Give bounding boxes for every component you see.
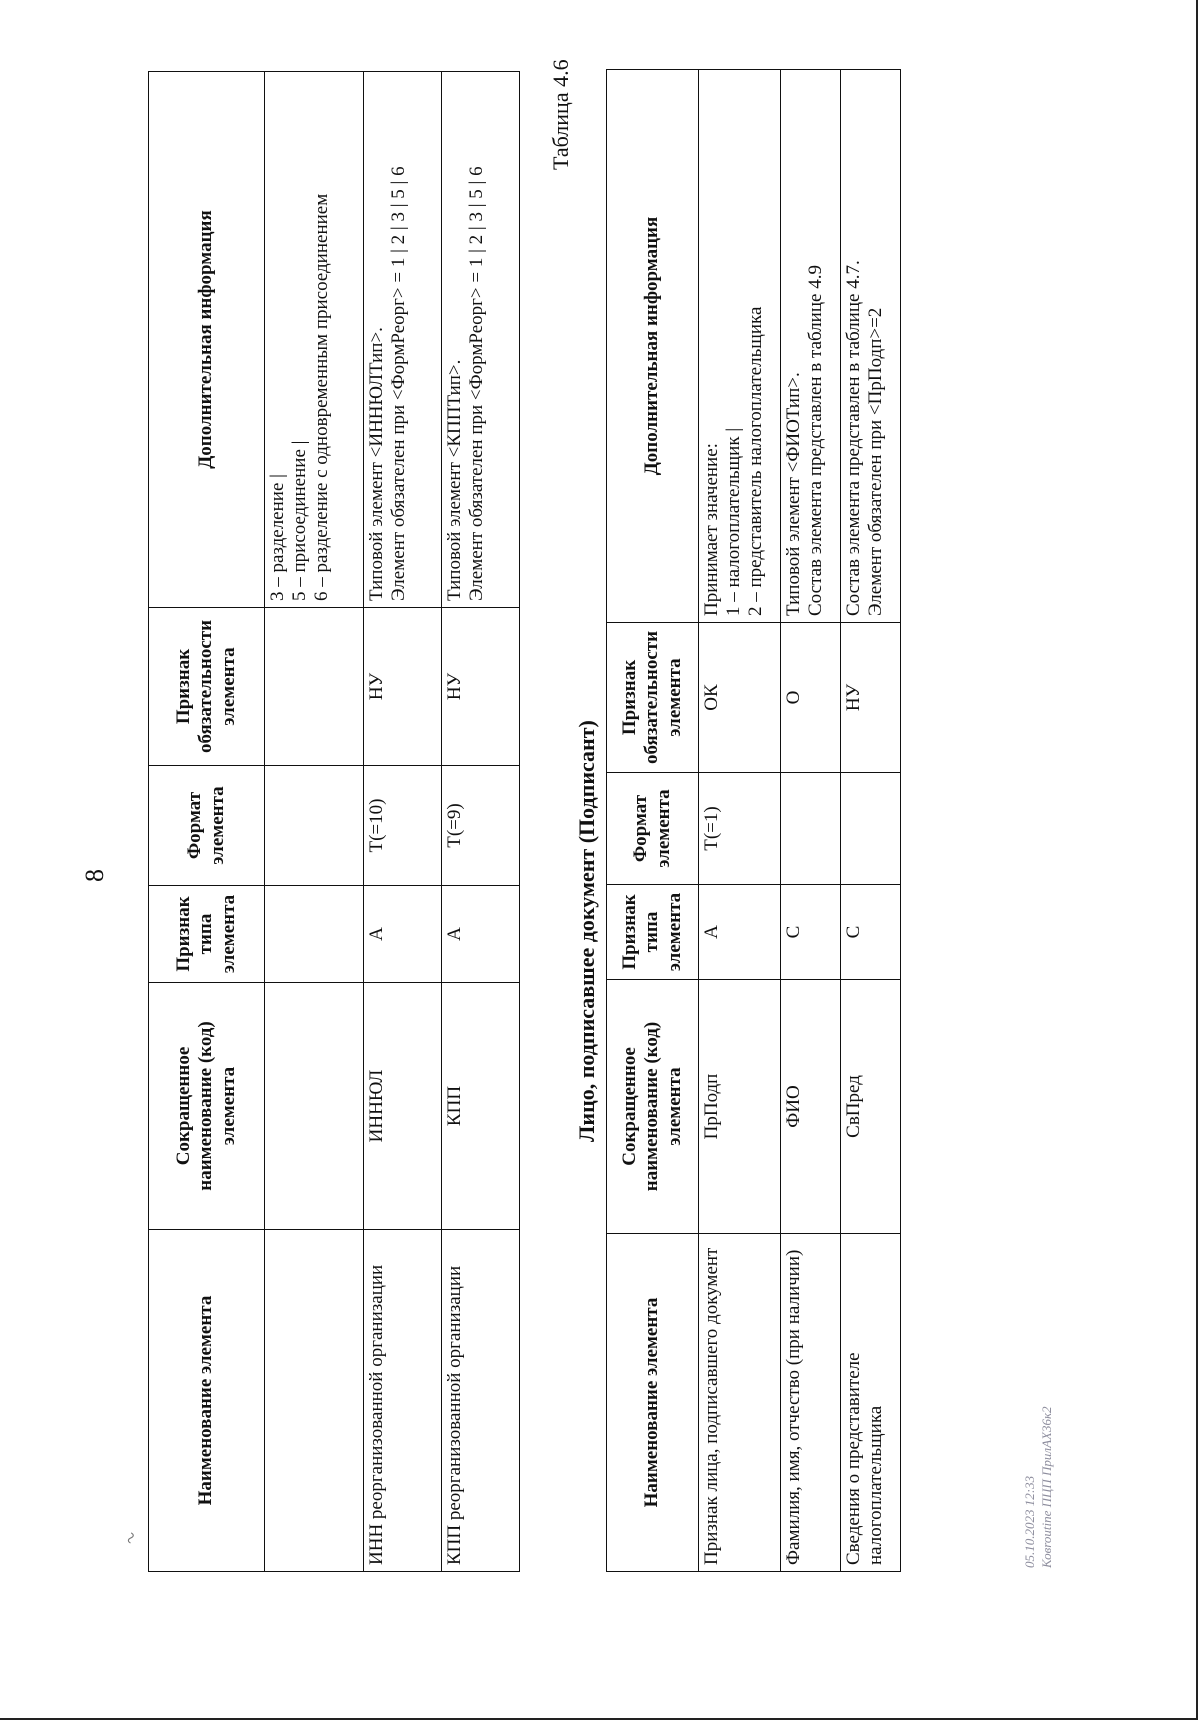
cell-required: НУ: [364, 608, 442, 766]
stamp-line: Ковroutine ПЦП ПрилАХ36к2: [1038, 1406, 1054, 1568]
table-row: [265, 72, 364, 1572]
info-line: Принимает значение:: [701, 443, 722, 616]
header-code: Сокращенное наименование (код) элемента: [607, 980, 699, 1234]
info-line: Элемент обязателен при <ПрПодп>=2: [865, 307, 887, 616]
cell-info: [442, 72, 520, 608]
cell-type: С: [781, 885, 841, 980]
cell-type: [265, 886, 364, 983]
cell-code: КПП: [442, 983, 520, 1230]
cell-name: КПП реорганизованной организации: [442, 1230, 520, 1572]
cell-required: НУ: [841, 623, 901, 773]
cell-format: T(=9): [442, 766, 520, 886]
table-row: [841, 70, 901, 1572]
cell-name: Фамилия, имя, отчество (при наличии): [781, 1234, 841, 1572]
table-row: [699, 70, 781, 1572]
info-line: Типовой элемент <КППТип>.: [444, 359, 465, 601]
info-line: 6 – разделение с одновременным присоединением: [311, 193, 333, 601]
cell-code: ПрПодп: [699, 980, 781, 1234]
cell-format: [265, 766, 364, 886]
header-type: Признак типа элемента: [149, 886, 265, 983]
cell-format: T(=1): [699, 773, 781, 885]
cell-type: А: [699, 885, 781, 980]
header-format: Формат элемента: [607, 773, 699, 885]
cell-format: [841, 773, 901, 885]
info-line: Типовой элемент <ФИОТип>.: [783, 372, 804, 616]
table-title: Лицо, подписавшее документ (Подписант): [574, 720, 599, 1142]
header-name: Наименование элемента: [607, 1234, 699, 1572]
header-info: Дополнительная информация: [149, 72, 265, 608]
cell-type: С: [841, 885, 901, 980]
stamp-line: 05.10.2023 12:33: [1022, 1475, 1037, 1568]
cell-format: T(=10): [364, 766, 442, 886]
header-required: Признак обязательности элемента: [607, 623, 699, 773]
pen-mark: ~: [116, 1527, 145, 1549]
info-line: 1 – налогоплательщик |: [723, 427, 745, 616]
table-caption: Таблица 4.6: [548, 59, 573, 170]
header-info: Дополнительная информация: [607, 70, 699, 623]
cell-required: НУ: [442, 608, 520, 766]
info-line: Типовой элемент <ИННЮЛТип>.: [366, 327, 387, 601]
header-type: Признак типа элемента: [607, 885, 699, 980]
cell-code: ФИО: [781, 980, 841, 1234]
header-format: Формат элемента: [149, 766, 265, 886]
cell-code: СвПред: [841, 980, 901, 1234]
cell-info: [841, 70, 901, 623]
info-line: Состав элемента представлен в таблице 4.7.: [843, 260, 864, 616]
table-header-row: [149, 72, 265, 1572]
cell-type: А: [442, 886, 520, 983]
header-code: Сокращенное наименование (код) элемента: [149, 983, 265, 1230]
table-continuation: [148, 71, 520, 1572]
table-row: [781, 70, 841, 1572]
cell-name: [265, 1230, 364, 1572]
cell-code: [265, 983, 364, 1230]
page-number: 8: [80, 869, 109, 882]
cell-code: ИННЮЛ: [364, 983, 442, 1230]
info-line: 3 – разделение |: [267, 474, 288, 601]
cell-name: Признак лица, подписавшего документ: [699, 1234, 781, 1572]
table-row: [364, 72, 442, 1572]
header-name: Наименование элемента: [149, 1230, 265, 1572]
cell-name: Сведения о представителе налогоплательщика: [841, 1234, 901, 1572]
cell-type: А: [364, 886, 442, 983]
table-signer: [606, 69, 901, 1572]
header-required: Признак обязательности элемента: [149, 608, 265, 766]
info-line: 5 – присоединение |: [289, 440, 311, 601]
info-line: 2 – представитель налогоплательщика: [745, 306, 767, 616]
cell-format: [781, 773, 841, 885]
cell-name: ИНН реорганизованной организации: [364, 1230, 442, 1572]
cell-required: [265, 608, 364, 766]
cell-required: О: [781, 623, 841, 773]
cell-info: [364, 72, 442, 608]
info-line: Состав элемента представлен в таблице 4.9: [805, 265, 827, 616]
table-header-row: [607, 70, 699, 1572]
cell-required: ОК: [699, 623, 781, 773]
registration-stamp: [1022, 1406, 1056, 1568]
cell-info: [699, 70, 781, 623]
cell-info: [265, 72, 364, 608]
info-line: Элемент обязателен при <ФормРеорг> = 1 | 2 | 3 | 5 | 6: [466, 166, 488, 601]
info-line: Элемент обязателен при <ФормРеорг> = 1 | 2 | 3 | 5 | 6: [388, 166, 410, 601]
table-row: [442, 72, 520, 1572]
cell-info: [781, 70, 841, 623]
